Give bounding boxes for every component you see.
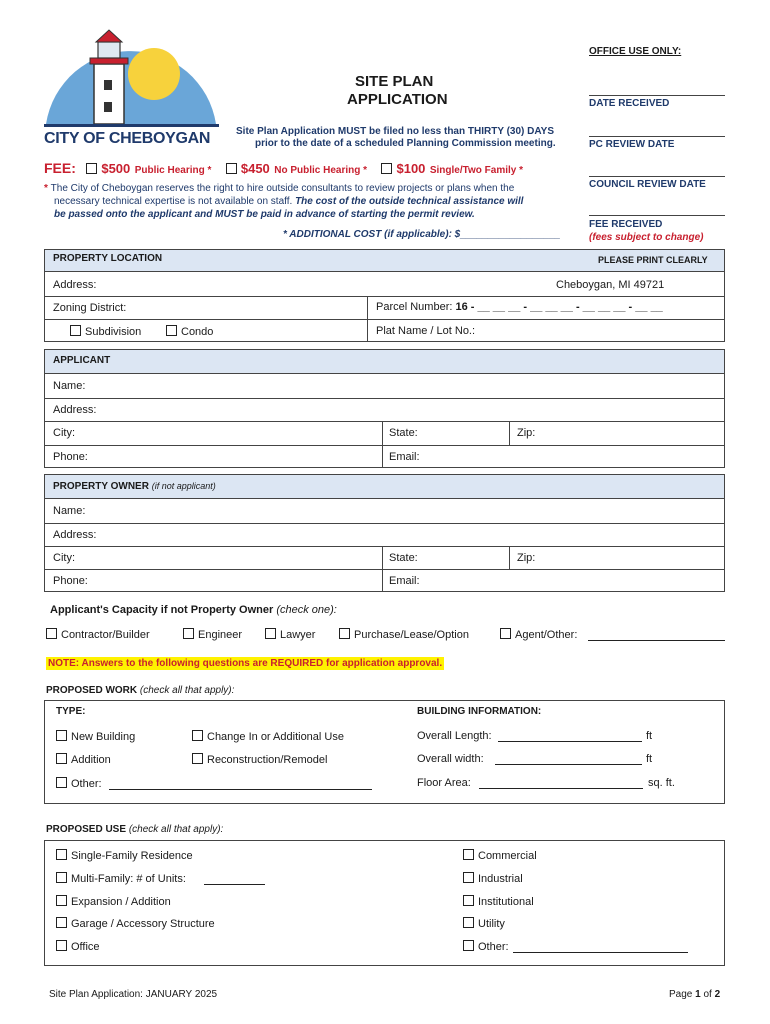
property-location-title: PROPERTY LOCATION [53, 253, 163, 264]
owner-address-label[interactable]: Address: [53, 529, 97, 541]
addition-checkbox[interactable] [56, 753, 67, 764]
office-checkbox[interactable] [56, 940, 67, 951]
lawyer-checkbox[interactable] [265, 628, 276, 639]
fee-450-text: No Public Hearing * [274, 165, 368, 176]
office-use-title: OFFICE USE ONLY: [589, 46, 682, 57]
applicant-city-label[interactable]: City: [53, 427, 75, 439]
capacity-contractor[interactable]: Contractor/Builder [46, 628, 150, 641]
use-industrial[interactable]: Industrial [463, 872, 523, 885]
owner-zip-label[interactable]: Zip: [517, 552, 536, 564]
fee-100-text: Single/Two Family * [429, 165, 524, 176]
type-label: TYPE: [56, 706, 86, 717]
page-title-line2: APPLICATION [347, 91, 448, 108]
garage-checkbox[interactable] [56, 917, 67, 928]
fee-row [44, 160, 523, 178]
condo-checkbox[interactable] [166, 325, 177, 336]
reconstruction-checkbox[interactable] [192, 753, 203, 764]
length-unit: ft [646, 730, 653, 742]
agent-checkbox[interactable] [500, 628, 511, 639]
building-info-label: BUILDING INFORMATION: [417, 706, 542, 717]
contractor-checkbox[interactable] [46, 628, 57, 639]
property-address-label[interactable]: Address: [53, 279, 97, 291]
subdivision-option[interactable]: Subdivision [70, 325, 141, 338]
council-review-date-label: COUNCIL REVIEW DATE [589, 179, 706, 190]
capacity-purchase[interactable]: Purchase/Lease/Option [339, 628, 469, 641]
expansion-checkbox[interactable] [56, 895, 67, 906]
use-institutional[interactable]: Institutional [463, 895, 534, 908]
applicant-phone-label[interactable]: Phone: [53, 451, 88, 463]
pc-review-date-label: PC REVIEW DATE [589, 139, 675, 150]
proposed-use-title: PROPOSED USE (check all that apply): [46, 824, 224, 835]
footer-revision: Site Plan Application: JANUARY 2025 [49, 989, 218, 1000]
capacity-lawyer[interactable]: Lawyer [265, 628, 315, 641]
addition-option[interactable]: Addition [56, 753, 111, 766]
page-title-line1: SITE PLAN [355, 73, 434, 90]
plat-name-label[interactable]: Plat Name / Lot No.: [376, 325, 476, 337]
filing-notice-line2: prior to the date of a scheduled Planning Commission meeting. [255, 138, 556, 149]
property-city-state: Cheboygan, MI 49721 [556, 279, 665, 291]
fee-450-amount: $450 [240, 161, 270, 176]
width-unit: ft [646, 753, 653, 765]
use-garage[interactable]: Garage / Accessory Structure [56, 917, 215, 930]
city-logo [44, 24, 219, 159]
print-clearly: PLEASE PRINT CLEARLY [598, 255, 708, 265]
owner-name-label[interactable]: Name: [53, 505, 86, 517]
owner-state-label[interactable]: State: [389, 552, 418, 564]
date-received-label: DATE RECEIVED [589, 98, 670, 109]
new-building-checkbox[interactable] [56, 730, 67, 741]
multi-family-checkbox[interactable] [56, 872, 67, 883]
commercial-checkbox[interactable] [463, 849, 474, 860]
required-note: NOTE: Answers to the following questions are REQUIRED for application approval. [48, 658, 443, 669]
applicant-title: APPLICANT [53, 355, 111, 366]
applicant-name-label[interactable]: Name: [53, 380, 86, 392]
use-commercial[interactable]: Commercial [463, 849, 537, 862]
engineer-checkbox[interactable] [183, 628, 194, 639]
fee-500-text: Public Hearing * [134, 165, 212, 176]
use-other[interactable]: Other: [463, 940, 509, 953]
consultant-note-line1: * The City of Cheboygan reserves the right to hire outside consultants to review projects or plans when the [44, 183, 515, 194]
industrial-checkbox[interactable] [463, 872, 474, 883]
capacity-title: Applicant's Capacity if not Property Owner (check one): [50, 604, 337, 616]
applicant-state-label[interactable]: State: [389, 427, 418, 439]
filing-notice-line1: Site Plan Application MUST be filed no less than THIRTY (30) DAYS [236, 126, 555, 137]
use-utility[interactable]: Utility [463, 917, 505, 930]
reconstruction-option[interactable]: Reconstruction/Remodel [192, 753, 327, 766]
condo-option[interactable]: Condo [166, 325, 213, 338]
change-use-option[interactable]: Change In or Additional Use [192, 730, 344, 743]
owner-phone-label[interactable]: Phone: [53, 575, 88, 587]
consultant-note-line3: be passed onto the applicant and MUST be paid in advance of starting the permit review. [54, 209, 475, 220]
owner-email-label[interactable]: Email: [389, 575, 420, 587]
fee-100-amount: $100 [396, 161, 426, 176]
floor-area-label[interactable]: Floor Area: [417, 777, 471, 789]
use-single-family[interactable]: Single-Family Residence [56, 849, 193, 862]
work-other-option[interactable]: Other: [56, 777, 102, 790]
fee-500-amount: $500 [101, 161, 131, 176]
fee-received-label: FEE RECEIVED [589, 219, 663, 230]
fee-100-checkbox[interactable] [381, 163, 392, 174]
applicant-address-label[interactable]: Address: [53, 404, 97, 416]
owner-title: PROPERTY OWNER (if not applicant) [53, 481, 216, 492]
change-use-checkbox[interactable] [192, 730, 203, 741]
capacity-engineer[interactable]: Engineer [183, 628, 242, 641]
use-other-checkbox[interactable] [463, 940, 474, 951]
logo-text: CITY OF CHEBOYGAN [44, 130, 211, 147]
use-office[interactable]: Office [56, 940, 100, 953]
use-multi-family[interactable]: Multi-Family: # of Units: [56, 872, 186, 885]
fee-label: FEE: [44, 160, 76, 176]
subdivision-checkbox[interactable] [70, 325, 81, 336]
single-family-checkbox[interactable] [56, 849, 67, 860]
zoning-district-label[interactable]: Zoning District: [53, 302, 127, 314]
institutional-checkbox[interactable] [463, 895, 474, 906]
use-expansion[interactable]: Expansion / Addition [56, 895, 171, 908]
proposed-work-title: PROPOSED WORK (check all that apply): [46, 685, 235, 696]
fee-500-checkbox[interactable] [86, 163, 97, 174]
applicant-email-label[interactable]: Email: [389, 451, 420, 463]
consultant-note-line2: necessary technical expertise is not available on staff. The cost of the outside technical assistance will [54, 196, 524, 207]
fee-450-checkbox[interactable] [226, 163, 237, 174]
purchase-checkbox[interactable] [339, 628, 350, 639]
footer-page-number: Page 1 of 2 [669, 989, 721, 1000]
work-other-checkbox[interactable] [56, 777, 67, 788]
utility-checkbox[interactable] [463, 917, 474, 928]
capacity-agent[interactable]: Agent/Other: [500, 628, 577, 641]
fee-note: (fees subject to change) [589, 232, 704, 243]
applicant-zip-label[interactable]: Zip: [517, 427, 536, 439]
overall-length-label[interactable]: Overall Length: [417, 730, 492, 742]
new-building-option[interactable]: New Building [56, 730, 135, 743]
owner-city-label[interactable]: City: [53, 552, 75, 564]
additional-cost: * ADDITIONAL COST (if applicable): $__________________ [283, 229, 561, 240]
applicant-header [44, 349, 725, 374]
parcel-number[interactable]: Parcel Number: 16 - __ __ __ - __ __ __ - __ __ __ - __ __ [376, 301, 663, 313]
overall-width-label[interactable]: Overall width: [417, 753, 484, 765]
floor-area-unit: sq. ft. [648, 777, 675, 789]
